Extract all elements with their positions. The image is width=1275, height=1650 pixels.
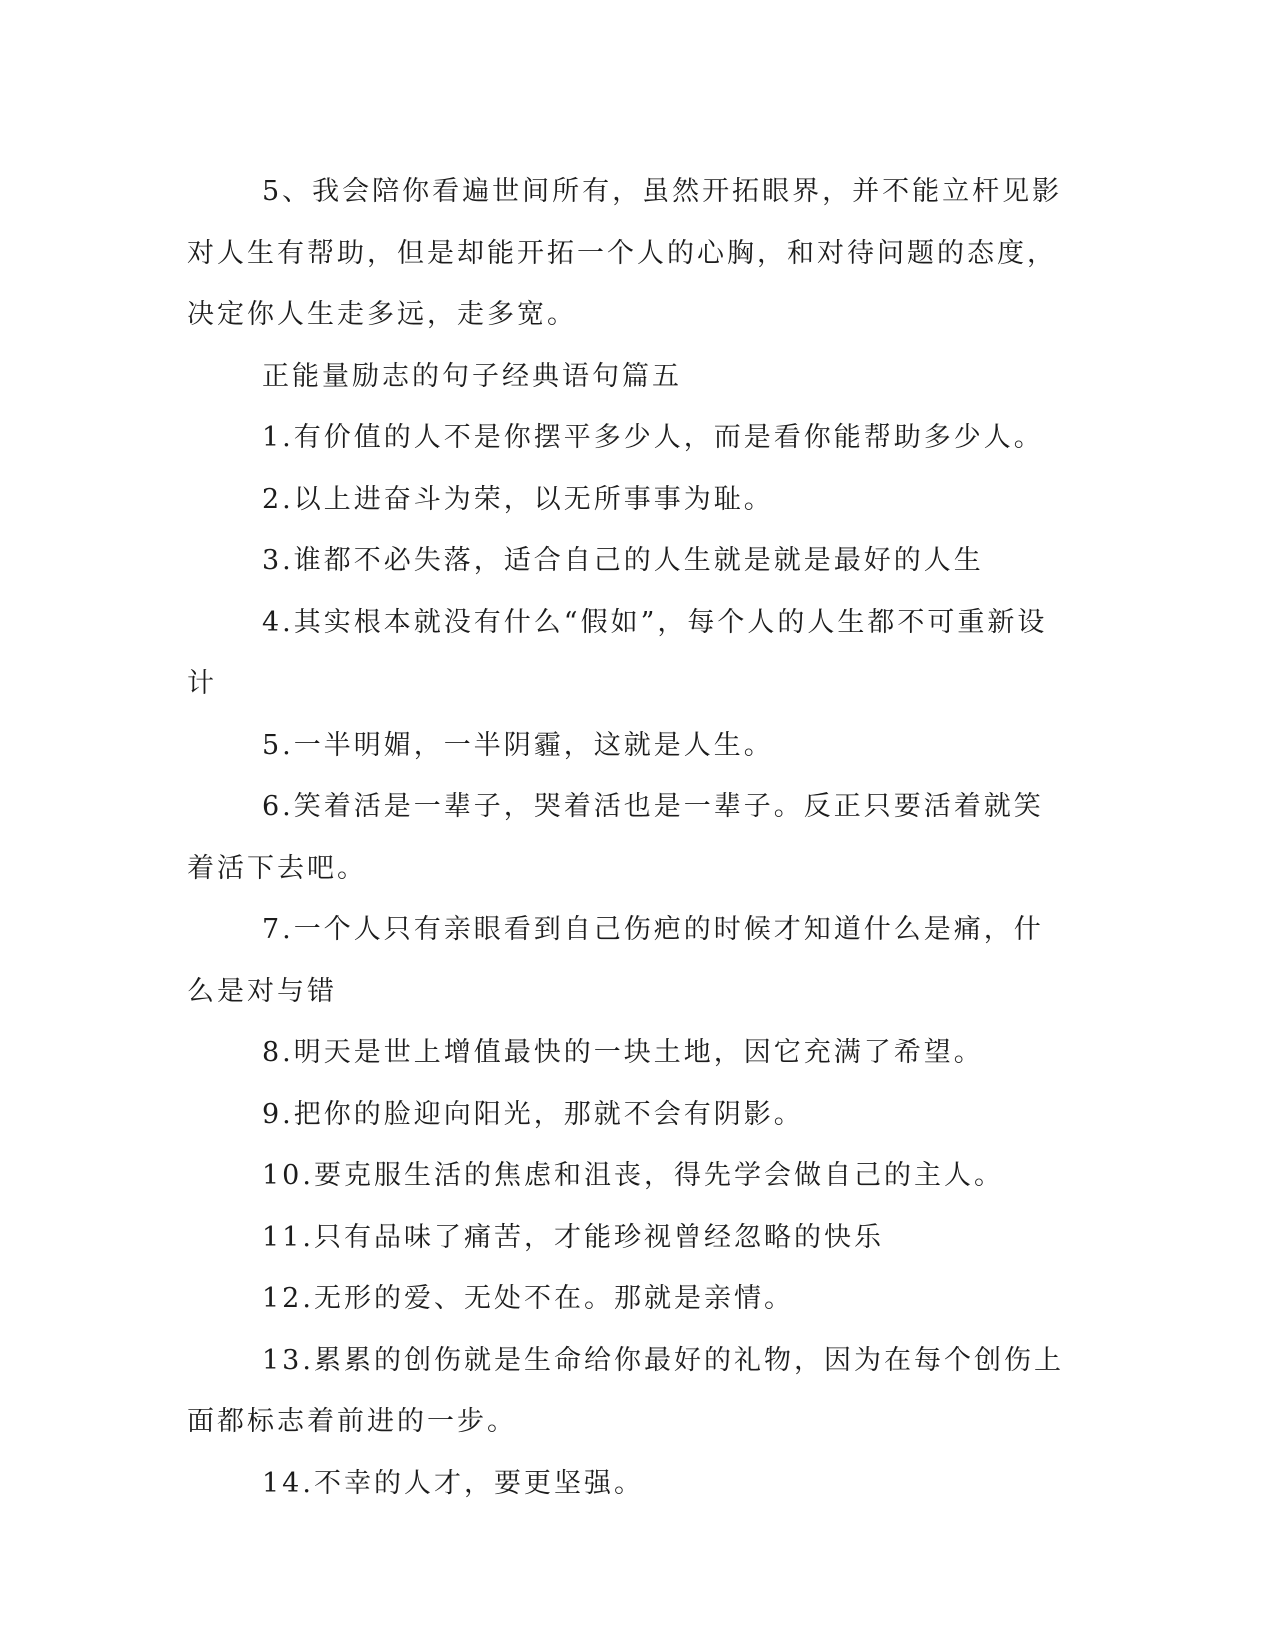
paragraph-item-5-intro: 5、我会陪你看遍世间所有，虽然开拓眼界，并不能立杆见影对人生有帮助，但是却能开拓一个人的心胸，和对待问题的态度，决定你人生走多远，走多宽。 <box>187 176 1063 330</box>
quote-item-10: 10.要克服生活的焦虑和沮丧，得先学会做自己的主人。 <box>262 1160 1004 1191</box>
section-heading: 正能量励志的句子经典语句篇五 <box>262 360 682 392</box>
quote-item-1: 1.有价值的人不是你摆平多少人，而是看你能帮助多少人。 <box>262 422 1044 453</box>
document-body <box>187 161 1072 1514</box>
quote-item-13: 13.累累的创伤就是生命给你最好的礼物，因为在每个创伤上面都标志着前进的一步。 <box>187 1344 1064 1437</box>
quote-item-11: 11.只有品味了痛苦，才能珍视曾经忽略的快乐 <box>262 1221 884 1253</box>
quote-item-12: 12.无形的爱、无处不在。那就是亲情。 <box>262 1283 794 1314</box>
quote-item-8: 8.明天是世上增值最快的一块土地，因它充满了希望。 <box>262 1037 984 1068</box>
quote-item-9: 9.把你的脸迎向阳光，那就不会有阴影。 <box>262 1098 804 1130</box>
quote-item-14: 14.不幸的人才，要更坚强。 <box>262 1467 644 1499</box>
quote-item-6: 6.笑着活是一辈子，哭着活也是一辈子。反正只要活着就笑着活下去吧。 <box>187 791 1044 884</box>
quote-item-5: 5.一半明媚，一半阴霾，这就是人生。 <box>262 729 774 761</box>
quote-item-7: 7.一个人只有亲眼看到自己伤疤的时候才知道什么是痛，什么是对与错 <box>187 914 1044 1007</box>
quote-item-2: 2.以上进奋斗为荣，以无所事事为耻。 <box>262 483 774 515</box>
quote-item-4: 4.其实根本就没有什么“假如”，每个人的人生都不可重新设计 <box>187 606 1048 699</box>
quote-item-3: 3.谁都不必失落，适合自己的人生就是就是最好的人生 <box>262 545 984 576</box>
